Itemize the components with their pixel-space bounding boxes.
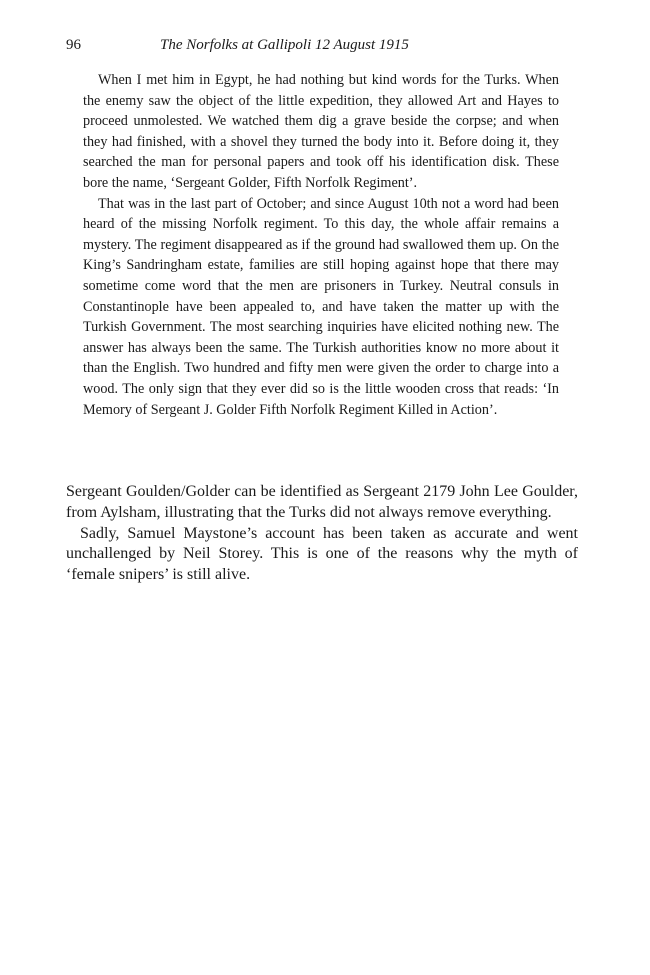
body-text xyxy=(66,482,578,586)
quote-paragraph: That was in the last part of October; and since August 10th not a word had been heard of the missing Norfolk regiment. To this day, the whole affair remains a mystery. The regiment disappeared as if the ground had swallowed them up. On the King’s Sandringham estate, families are still hoping against hope that there may sometime come word that the men are prisoners in Turkey. Neutral consuls in Constantinople have been appealed to, and have taken the matter up with the Turkish Government. The most searching inquiries have elicited nothing new. The answer has always been the same. The Turkish authorities know no more about it than the English. Two hundred and fifty men were given the order to charge into a wood. The only sign that they ever did so is the little wooden cross that reads: ‘In Memory of Sergeant J. Golder Fifth Norfolk Regiment Killed in Action’. xyxy=(83,195,559,418)
page-number: 96 xyxy=(66,37,81,53)
running-head-title: The Norfolks at Gallipoli 12 August 1915 xyxy=(160,37,409,53)
body-paragraph: Sadly, Samuel Maystone’s account has been taken as accurate and went unchallenged by Neil Storey. This is one of the reasons why the myth of ‘female snipers’ is still alive. xyxy=(66,524,578,584)
block-quote xyxy=(83,70,559,420)
body-paragraph: Sergeant Goulden/Golder can be identified as Sergeant 2179 John Lee Goulder, from Aylsham, illustrating that the Turks did not always remove everything. xyxy=(66,483,578,521)
quote-paragraph: When I met him in Egypt, he had nothing but kind words for the Turks. When the enemy saw the object of the little expedition, they allowed Art and Hayes to proceed unmolested. We watched them dig a grave beside the corpse; and when they had finished, with a shovel they turned the body into it. Before doing it, they searched the man for personal papers and took off his identification disk. These bore the name, ‘Sergeant Golder, Fifth Norfolk Regiment’. xyxy=(83,72,559,191)
